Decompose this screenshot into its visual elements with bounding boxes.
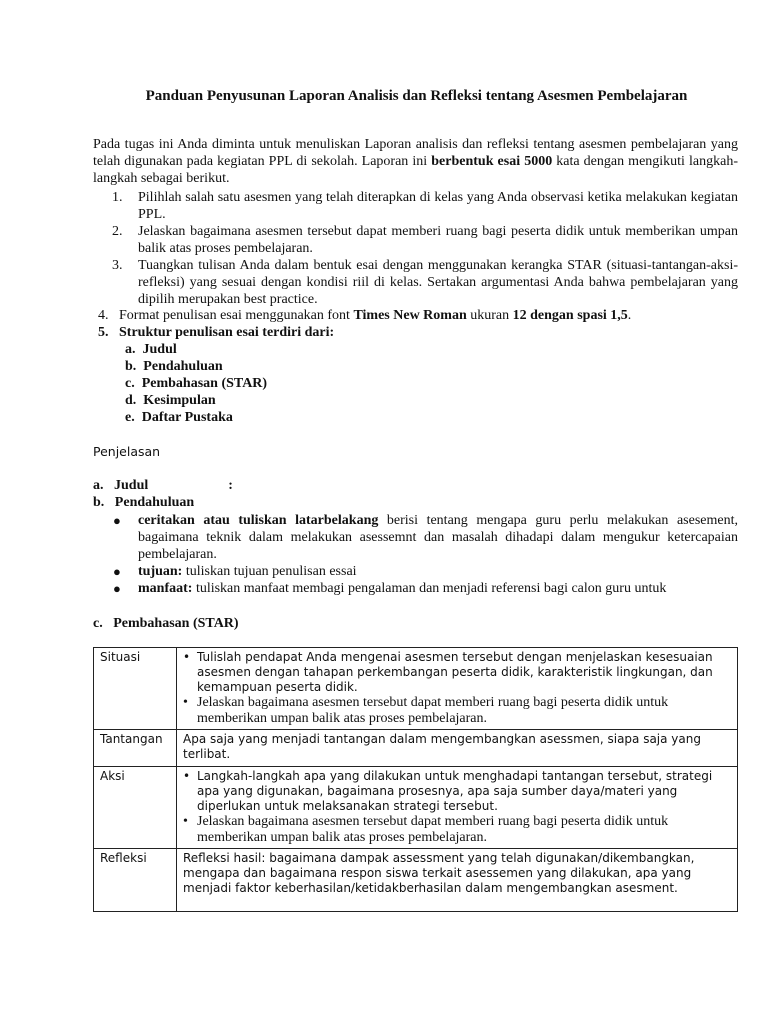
bullet-icon: • (183, 769, 191, 783)
section-letter: a. (93, 478, 104, 493)
row-label: Aksi (94, 767, 177, 849)
step-4-size: 12 dengan spasi 1,5 (512, 308, 628, 323)
structure-item: b. Pendahuluan (125, 359, 223, 374)
row-label: Situasi (94, 648, 177, 730)
list-item: ● tujuan: tuliskan tujuan penulisan essai (113, 564, 357, 579)
row-content: Refleksi hasil: bagaimana dampak assessment yang telah digunakan/dikembangkan, mengapa dan bagaimana respon siswa terkait asessemen yang dilakukan, apa yang menjadi faktor keberhasilan/ketidakberhasilan dalam mengembangkan asesment. (177, 849, 738, 912)
table-row (94, 648, 738, 730)
list-number: 2. (112, 224, 123, 239)
list-number: 5. (98, 325, 109, 340)
step-4-text: . (627, 308, 632, 323)
row-label: Refleksi (94, 849, 177, 912)
list-number: 3. (112, 258, 123, 273)
step-5-text: Struktur penulisan esai terdiri dari: (119, 325, 335, 340)
section-letter: c. (93, 616, 103, 631)
row-content (177, 767, 738, 849)
intro-text-2: kata dengan mengikuti langkah-langkah sebagai berikut. (93, 154, 739, 186)
list-item: ● manfaat: tuliskan manfaat membagi pengalaman dan menjadi referensi bagi calon guru untuk (113, 581, 667, 596)
bullet-icon: • (183, 650, 191, 664)
step-4-font: Times New Roman (353, 308, 467, 323)
bullet-icon: • (183, 695, 188, 710)
step-5 (98, 324, 334, 341)
list-text: Pilihlah salah satu asesmen yang telah diterapkan di kelas yang Anda observasi ketika melakukan kegiatan PPL. (138, 190, 738, 222)
table-row (94, 730, 738, 767)
list-item: • Jelaskan bagaimana asesmen tersebut dapat memberi ruang bagi peserta didik untuk memberikan umpan balik atas proses pembelajaran. (183, 814, 669, 845)
bullet-icon: ● (113, 581, 121, 596)
section-label: Pembahasan (STAR) (113, 616, 239, 631)
structure-item: e. Daftar Pustaka (125, 410, 233, 425)
structure-item: d. Kesimpulan (125, 393, 216, 408)
step-4 (98, 307, 631, 324)
section-label: Pendahuluan (114, 495, 195, 510)
steps-list (112, 189, 738, 308)
table-row (94, 849, 738, 912)
pendahuluan-bullets (113, 512, 738, 597)
row-label: Tantangan (94, 730, 177, 767)
penjelasan-heading: Penjelasan (93, 444, 161, 459)
star-table (93, 647, 738, 912)
structure-item: c. Pembahasan (STAR) (125, 376, 268, 391)
list-number: 4. (98, 308, 109, 323)
section-c-pembahasan (93, 615, 239, 632)
bullet-icon: • (183, 814, 188, 829)
list-item: • Tulislah pendapat Anda mengenai asesmen tersebut dengan menjelaskan kesesuaian asesmen dengan tahapan perkembangan peserta didik, karakteristik lingkungan, dan kemampuan peserta didik. (183, 650, 713, 694)
step-4-text: ukuran (466, 308, 513, 323)
row-content: Apa saja yang menjadi tantangan dalam mengembangkan asessmen, siapa saja yang terlibat. (177, 730, 738, 767)
list-item: • Langkah-langkah apa yang dilakukan untuk menghadapi tantangan tersebut, strategi apa yang digunakan, bagaimana prosesnya, apa saja sumber daya/materi yang diperlukan untuk melaksanakan strategi tersebut. (183, 769, 713, 813)
list-item: • Jelaskan bagaimana asesmen tersebut dapat memberi ruang bagi peserta didik untuk memberikan umpan balik atas proses pembelajaran. (183, 695, 669, 726)
step-4-text: Format penulisan esai menggunakan font (119, 308, 354, 323)
list-text: Tuangkan tulisan Anda dalam bentuk esai dengan menggunakan kerangka STAR (situasi-tantangan-aksi-refleksi) yang sesuai dengan kondisi riil di kelas. Sertakan argumentasi Anda bahwa pembelajaran yang dipilih merupakan best practice. (138, 258, 738, 307)
bullet-icon: ● (113, 513, 121, 528)
intro-paragraph (93, 136, 738, 187)
list-number: 1. (112, 190, 123, 205)
section-colon: : (228, 478, 233, 493)
structure-item: a. Judul (125, 342, 177, 357)
list-item (112, 257, 738, 308)
intro-bold: berbentuk esai 5000 (431, 154, 553, 169)
section-b-pendahuluan (93, 494, 194, 511)
section-letter: b. (93, 495, 105, 510)
table-row (94, 767, 738, 849)
list-item (112, 189, 738, 223)
list-item: ● ceritakan atau tuliskan latarbelakang berisi tentang mengapa guru perlu melakukan asesement, bagaimana teknik dalam melakukan asessemnt dan masalah dihadapi dalam mengukur ketercapaian pembelajaran. (113, 513, 738, 562)
section-a-judul (93, 477, 233, 494)
row-content (177, 648, 738, 730)
document-title: Panduan Penyusunan Laporan Analisis dan Refleksi tentang Asesmen Pembelajaran (145, 88, 688, 104)
list-text: Jelaskan bagaimana asesmen tersebut dapat memberi ruang bagi peserta didik untuk memberikan umpan balik atas proses pembelajaran. (138, 224, 738, 256)
list-item (112, 223, 738, 257)
intro-text-1: Pada tugas ini Anda diminta untuk menuliskan Laporan analisis dan refleksi tentang asesmen pembelajaran yang telah digunakan pada kegiatan PPL di sekolah. Laporan ini (93, 137, 738, 169)
bullet-icon: ● (113, 564, 121, 579)
section-label: Judul (114, 478, 149, 493)
